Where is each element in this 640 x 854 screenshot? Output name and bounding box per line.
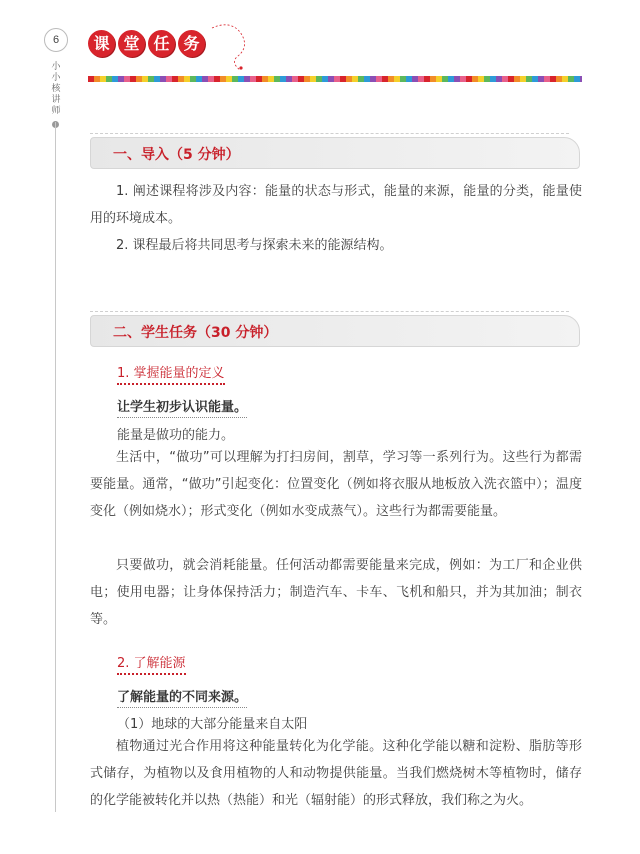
header-badge: 任 [148, 30, 175, 57]
lead-sentence: 了解能量的不同来源。 [117, 686, 247, 708]
rainbow-divider [88, 76, 582, 82]
swirl-decoration-icon [210, 20, 250, 72]
paragraph: 生活中，“做功”可以理解为打扫房间，割草，学习等一系列行为。这些行为都需要能量。通常，“做功”引起变化：位置变化（例如将衣服从地板放入洗衣篮中）；温度变化（例如烧水）；形式变化（例如水变成蒸气）。这些行为都需要能量。 [90, 450, 582, 519]
subsection-heading: 1. 掌握能量的定义 [117, 362, 225, 385]
paragraph: 植物通过光合作用将这种能量转化为化学能。这种化学能以糖和淀粉、脂肪等形式储存，为植物以及食用植物的人和动物提供能量。当我们燃烧树木等植物时，储存的化学能被转化并以热（热能）和光（辐射能）的形式释放，我们称之为火。 [90, 739, 582, 808]
side-divider [55, 122, 56, 812]
header-badge: 务 [178, 30, 205, 57]
header-badges [88, 30, 205, 57]
side-title: 小小核讲师 [51, 62, 61, 116]
section-title: 一、导入（5 分钟） [113, 147, 240, 163]
header-badge: 堂 [118, 30, 145, 57]
subsection-heading: 2. 了解能源 [117, 652, 186, 675]
section-header [90, 315, 580, 347]
paragraph: 只要做功，就会消耗能量。任何活动都需要能量来完成，例如：为工厂和企业供电；使用电器；让身体保持活力；制造汽车、卡车、飞机和船只，并为其加油；制衣等。 [90, 558, 582, 627]
paragraph: 1. 阐述课程将涉及内容：能量的状态与形式，能量的来源，能量的分类，能量使用的环境成本。 [90, 184, 582, 226]
section-header [90, 137, 580, 169]
header-badge: 课 [88, 30, 115, 57]
text-line: （1）地球的大部分能量来自太阳 [117, 717, 308, 732]
text-line: 能量是做功的能力。 [117, 428, 235, 443]
page-number: 6 [44, 28, 68, 52]
section-title: 二、学生任务（30 分钟） [113, 325, 278, 341]
lead-sentence: 让学生初步认识能量。 [117, 396, 247, 418]
paragraph: 2. 课程最后将共同思考与探索未来的能源结构。 [116, 238, 393, 253]
